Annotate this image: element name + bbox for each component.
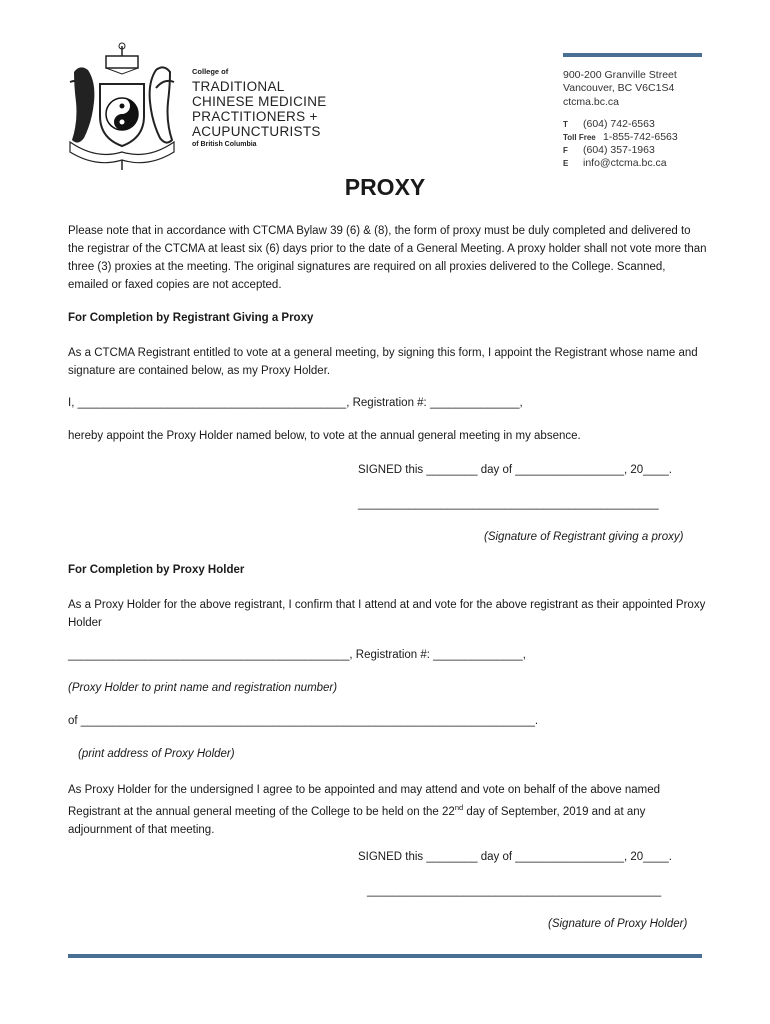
email-label: E (563, 159, 569, 168)
college-name-line-2: CHINESE MEDICINE (192, 94, 327, 109)
college-of-label: College of (192, 67, 229, 76)
proxy-holder-name-line[interactable]: ____________________________________________, Registration #: ______________, (68, 649, 526, 661)
contact-accent-bar (563, 53, 702, 57)
college-name-line-3: PRACTITIONERS + (192, 109, 318, 124)
college-name-line-4: ACUPUNCTURISTS (192, 124, 321, 139)
fax-number: (604) 357-1963 (583, 144, 655, 156)
email-address[interactable]: info@ctcma.bc.ca (583, 157, 667, 169)
section2-heading: For Completion by Proxy Holder (68, 564, 245, 576)
section2-paragraph: As a Proxy Holder for the above registrant, I confirm that I attend at and vote for the above registrant as their appointed Proxy Holder (68, 599, 706, 629)
fax-line (563, 144, 655, 157)
registrant-signature-caption: (Signature of Registrant giving a proxy) (484, 531, 684, 543)
tollfree-number: 1-855-742-6563 (603, 131, 678, 143)
tollfree-line (563, 131, 678, 144)
footer-accent-bar (68, 954, 702, 958)
address-line-1: 900-200 Granville Street (563, 69, 677, 81)
section1-paragraph: As a CTCMA Registrant entitled to vote at a general meeting, by signing this form, I appoint the Registrant whose name and signature are contained below, as my Proxy Holder. (68, 347, 698, 377)
tollfree-label: Toll Free (563, 133, 596, 142)
intro-paragraph: Please note that in accordance with CTCMA Bylaw 39 (6) & (8), the form of proxy must be duly completed and delivered to the registrar of the CTCMA at least six (6) days prior to the date of a General Meeting. A proxy holder shall not vote more than three (3) proxies at the meeting. The original signatures are required on all proxies delivered to the College. Scanned, emailed or faxed copies are not accepted. (68, 225, 707, 291)
phone-number: (604) 742-6563 (583, 118, 655, 130)
agreement-text-part2: day of September, 2019 and at any adjournment of that meeting. (68, 805, 646, 836)
phone-label: T (563, 120, 568, 129)
proxy-signed-date-line[interactable]: SIGNED this ________ day of _________________, 20____. (358, 851, 672, 863)
section1-heading: For Completion by Registrant Giving a Proxy (68, 312, 314, 324)
proxy-signature-caption: (Signature of Proxy Holder) (548, 918, 688, 930)
proxy-agreement-paragraph (68, 781, 708, 839)
college-name-line-1: TRADITIONAL (192, 79, 285, 94)
college-region: of British Columbia (192, 141, 257, 148)
college-crest-logo (66, 42, 178, 170)
fax-label: F (563, 146, 568, 155)
appoint-statement: hereby appoint the Proxy Holder named below, to vote at the annual general meeting in my absence. (68, 430, 581, 442)
proxy-holder-address-line[interactable]: of _______________________________________________________________________. (68, 715, 539, 727)
registrant-signed-date-line[interactable]: SIGNED this ________ day of _________________, 20____. (358, 464, 672, 476)
agreement-text-part1: As Proxy Holder for the undersigned I agree to be appointed and may attend and vote on behalf of the above named Registrant at the annual general meeting of the College to be held on the 22 (68, 784, 661, 818)
agreement-ordinal-suffix: nd (454, 803, 464, 812)
proxy-signature-line[interactable]: ______________________________________________ (367, 885, 662, 897)
proxy-holder-address-caption: (print address of Proxy Holder) (78, 748, 235, 760)
phone-line (563, 118, 655, 131)
address-line-2: Vancouver, BC V6C1S4 (563, 82, 675, 94)
proxy-holder-name-caption: (Proxy Holder to print name and registration number) (68, 682, 338, 694)
document-title: PROXY (344, 174, 426, 200)
email-line (563, 157, 667, 170)
registrant-signature-line[interactable]: _______________________________________________ (358, 498, 659, 510)
website-link[interactable]: ctcma.bc.ca (563, 96, 620, 108)
registrant-name-line[interactable]: I, __________________________________________, Registration #: ______________, (68, 397, 523, 409)
